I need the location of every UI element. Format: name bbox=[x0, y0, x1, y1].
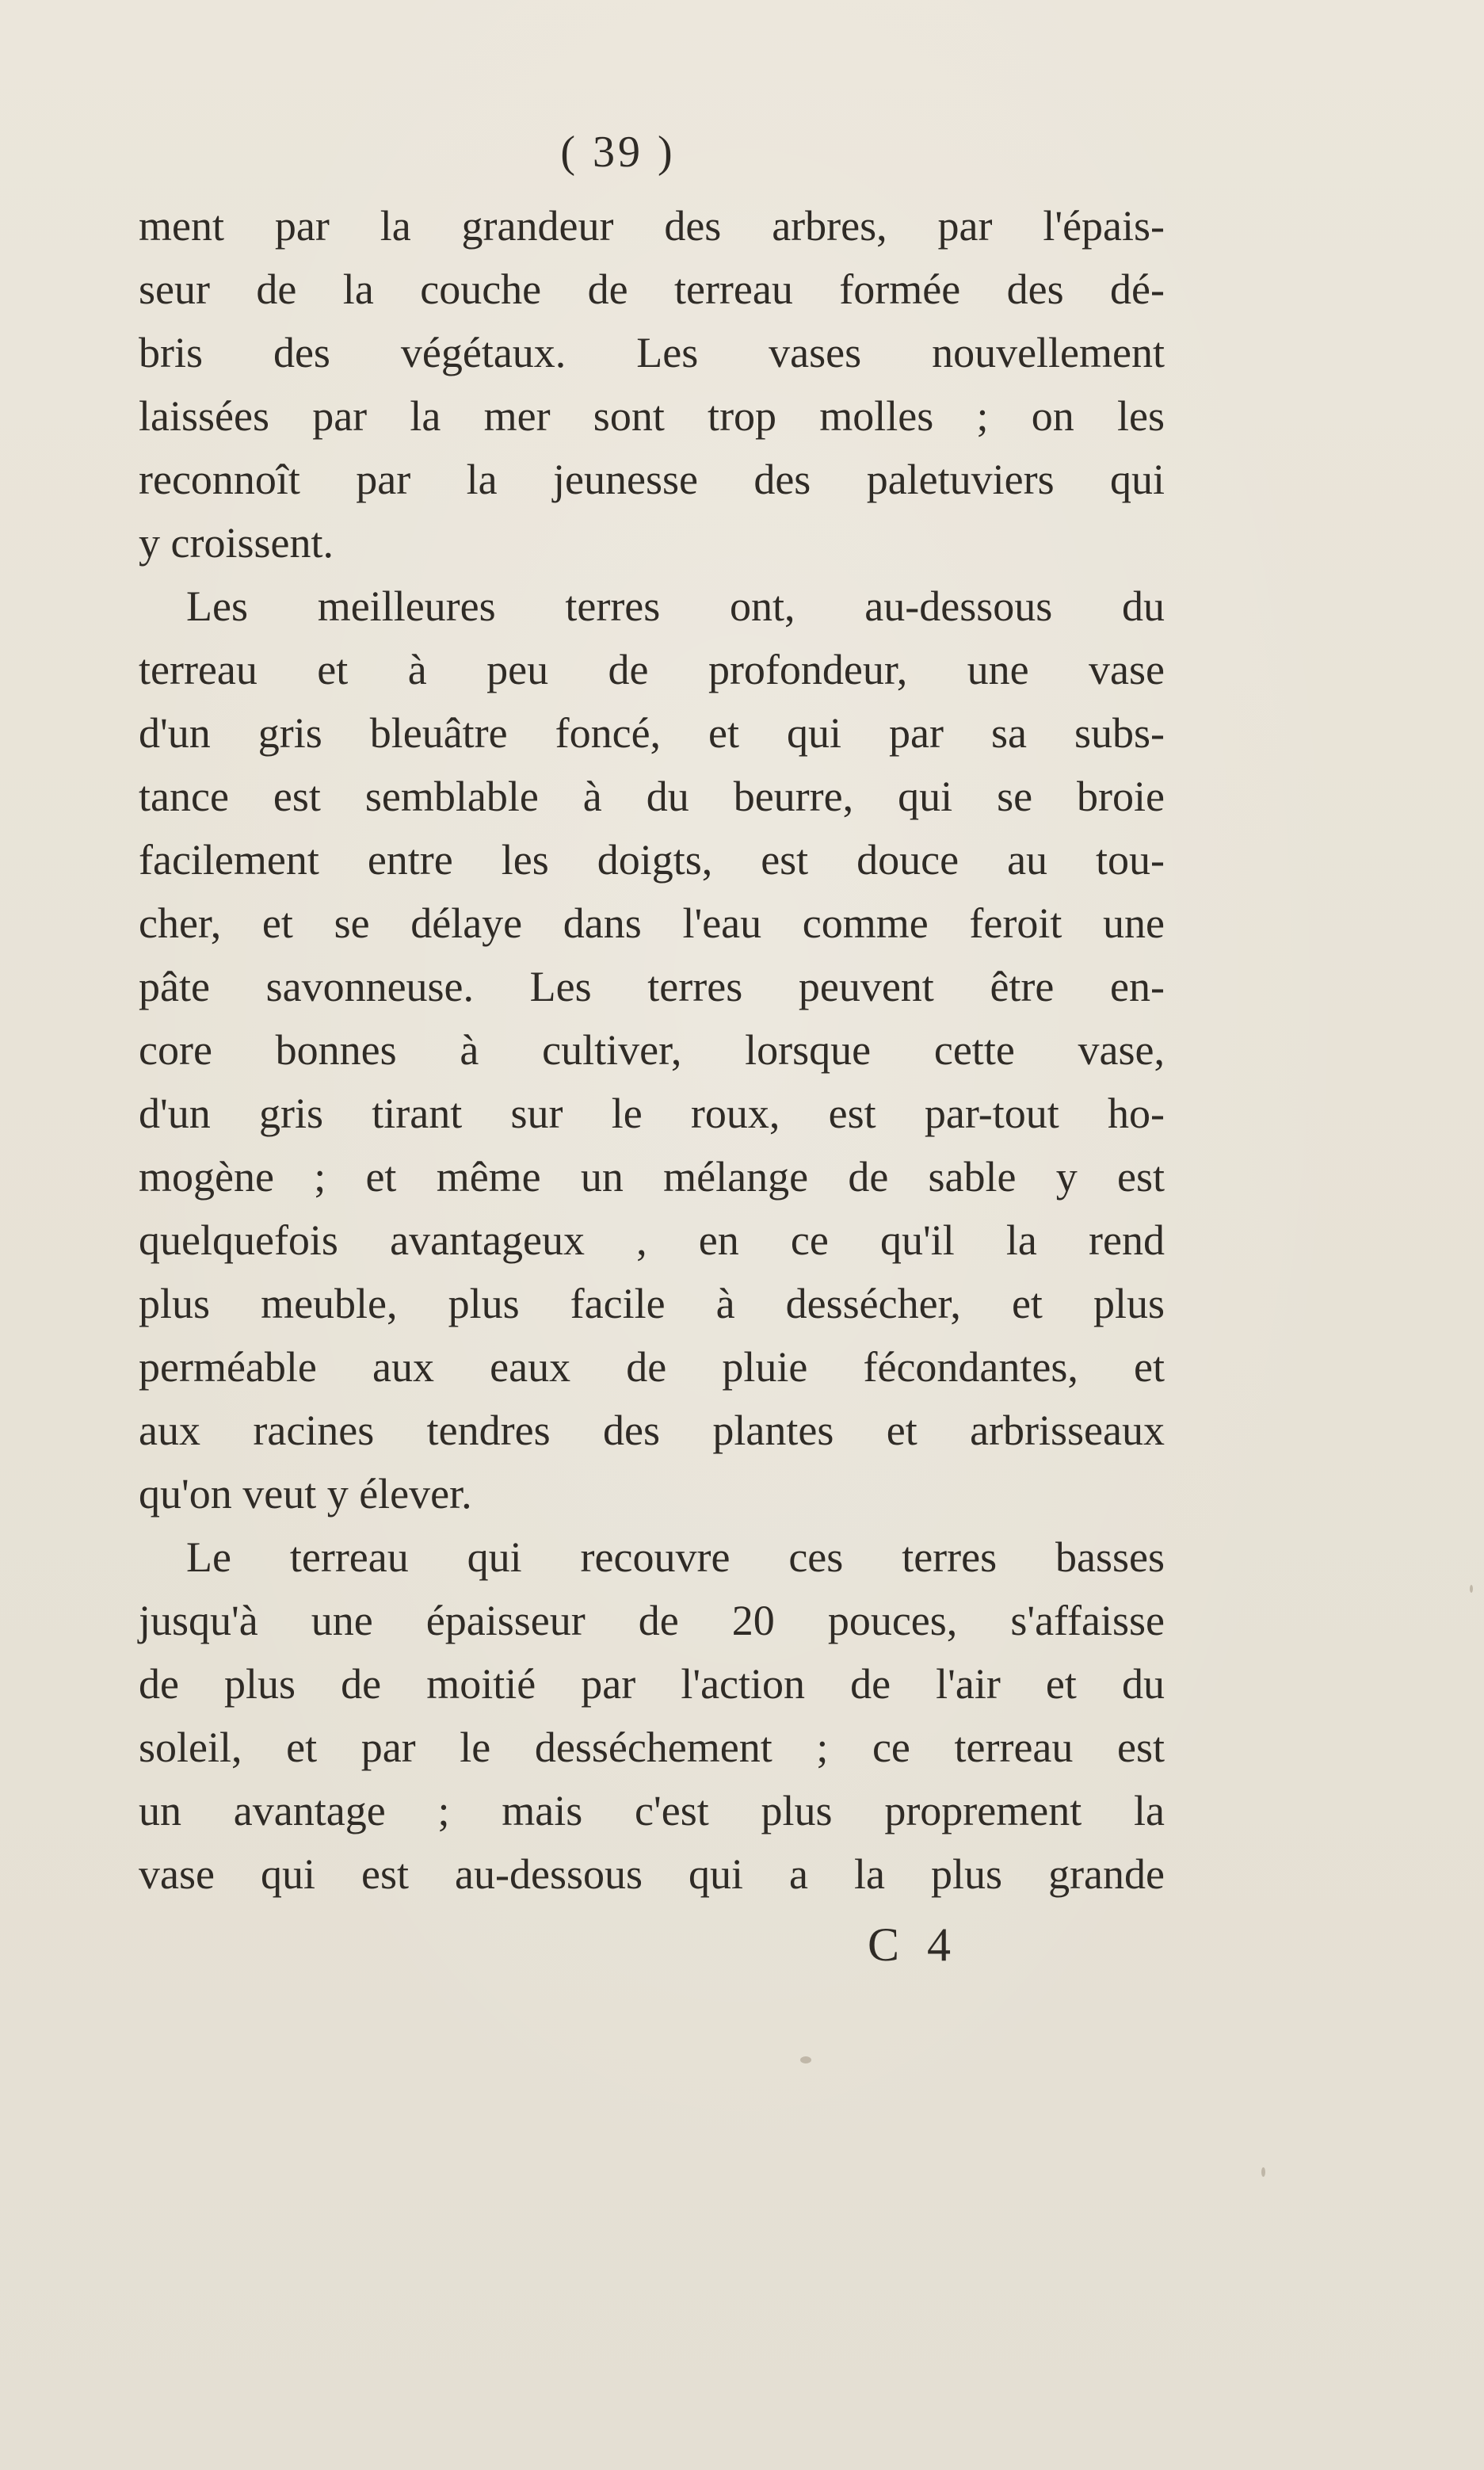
text-line: qu'on veut y élever. bbox=[139, 1470, 472, 1518]
text-line: aux racines tendres des plantes et arbrisseaux bbox=[139, 1407, 1165, 1454]
paper-speck bbox=[1470, 1585, 1473, 1593]
text-line: tance est semblable à du beurre, qui se broie bbox=[139, 773, 1165, 820]
text-line: perméable aux eaux de pluie fécondantes, et bbox=[139, 1343, 1165, 1391]
text-line: de plus de moitié par l'action de l'air et du bbox=[139, 1660, 1165, 1708]
text-line: vase qui est au-dessous qui a la plus grande bbox=[139, 1850, 1165, 1898]
signature-mark: C 4 bbox=[868, 1918, 959, 1971]
text-line: Les meilleures terres ont, au-dessous du bbox=[186, 582, 1165, 630]
text-line: plus meuble, plus facile à dessécher, et plus bbox=[139, 1280, 1165, 1327]
text-line: d'un gris bleuâtre foncé, et qui par sa subs- bbox=[139, 709, 1165, 757]
text-line: facilement entre les doigts, est douce au tou- bbox=[139, 836, 1165, 884]
text-line: cher, et se délaye dans l'eau comme feroit une bbox=[139, 899, 1165, 947]
paper-speck bbox=[800, 2056, 811, 2063]
text-line: reconnoît par la jeunesse des paletuviers qui bbox=[139, 456, 1165, 503]
text-line: pâte savonneuse. Les terres peuvent être en- bbox=[139, 963, 1165, 1010]
body-text bbox=[139, 194, 1165, 1906]
text-line: mogène ; et même un mélange de sable y est bbox=[139, 1153, 1165, 1201]
text-line: soleil, et par le desséchement ; ce terreau est bbox=[139, 1724, 1165, 1771]
text-line: quelquefois avantageux , en ce qu'il la rend bbox=[139, 1216, 1165, 1264]
text-line: d'un gris tirant sur le roux, est par-tout ho- bbox=[139, 1090, 1165, 1137]
text-line: seur de la couche de terreau formée des dé- bbox=[139, 265, 1165, 313]
text-line: ment par la grandeur des arbres, par l'épais- bbox=[139, 202, 1165, 250]
text-line: Le terreau qui recouvre ces terres basses bbox=[186, 1533, 1165, 1581]
text-line: un avantage ; mais c'est plus proprement la bbox=[139, 1787, 1165, 1834]
text-line: bris des végétaux. Les vases nouvellement bbox=[139, 329, 1165, 376]
text-line: y croissent. bbox=[139, 519, 334, 567]
text-line: jusqu'à une épaisseur de 20 pouces, s'affaisse bbox=[139, 1597, 1165, 1644]
paper-speck bbox=[1261, 2167, 1265, 2177]
page-number-header: ( 39 ) bbox=[560, 128, 676, 177]
text-line: core bonnes à cultiver, lorsque cette vase, bbox=[139, 1026, 1165, 1074]
text-line: terreau et à peu de profondeur, une vase bbox=[139, 646, 1165, 693]
text-line: laissées par la mer sont trop molles ; on les bbox=[139, 392, 1165, 440]
